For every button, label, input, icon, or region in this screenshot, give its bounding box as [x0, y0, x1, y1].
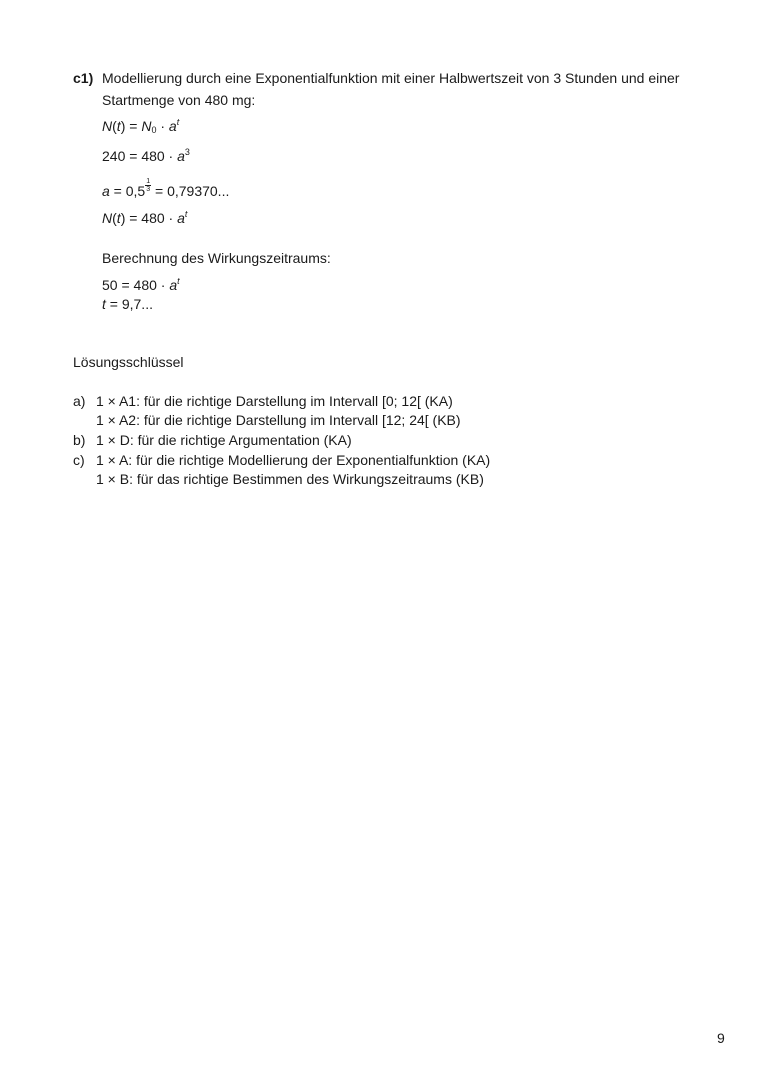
- intro-line-2: Startmenge von 480 mg:: [102, 92, 256, 108]
- key-item-a-label: a): [73, 393, 86, 409]
- fraction-exponent: $\frac{1}{3}$: [146, 178, 151, 193]
- key-item-c-line-1: 1 × A: für die richtige Modellierung der Exponentialfunktion (KA): [96, 452, 491, 468]
- key-item-b-label: b): [73, 432, 86, 448]
- intro-line-1: Modellierung durch eine Exponentialfunktion mit einer Halbwertszeit von 3 Stunden und einer: [102, 70, 680, 86]
- equation-result: $N(t) = 480 \cdot a^t$: [102, 209, 188, 226]
- equation-model: $N(t) = N_0 \cdot a^t$: [102, 117, 180, 135]
- key-title: Lösungsschlüssel: [73, 354, 184, 370]
- key-item-c-line-2: 1 × B: für das richtige Bestimmen des Wirkungszeitraums (KB): [96, 471, 484, 487]
- equation-effect: $50 = 480 \cdot a^t$: [102, 276, 180, 293]
- equation-time: t = 9,7...: [102, 296, 153, 312]
- page-number: 9: [717, 1030, 725, 1046]
- key-item-a-line-1: 1 × A1: für die richtige Darstellung im Intervall [0; 12[ (KA): [96, 393, 453, 409]
- equation-base: a = 0,5 $\frac{1}{3}$ = 0,79370...: [102, 178, 230, 199]
- calc-heading: Berechnung des Wirkungszeitraums:: [102, 250, 331, 266]
- key-item-b-line-1: 1 × D: für die richtige Argumentation (KA): [96, 432, 352, 448]
- equation-halflife: $240 = 480 \cdot a^3$: [102, 147, 190, 164]
- section-label-c1: c1): [73, 70, 94, 86]
- key-item-a-line-2: 1 × A2: für die richtige Darstellung im Intervall [12; 24[ (KB): [96, 412, 461, 428]
- key-item-c-label: c): [73, 452, 85, 468]
